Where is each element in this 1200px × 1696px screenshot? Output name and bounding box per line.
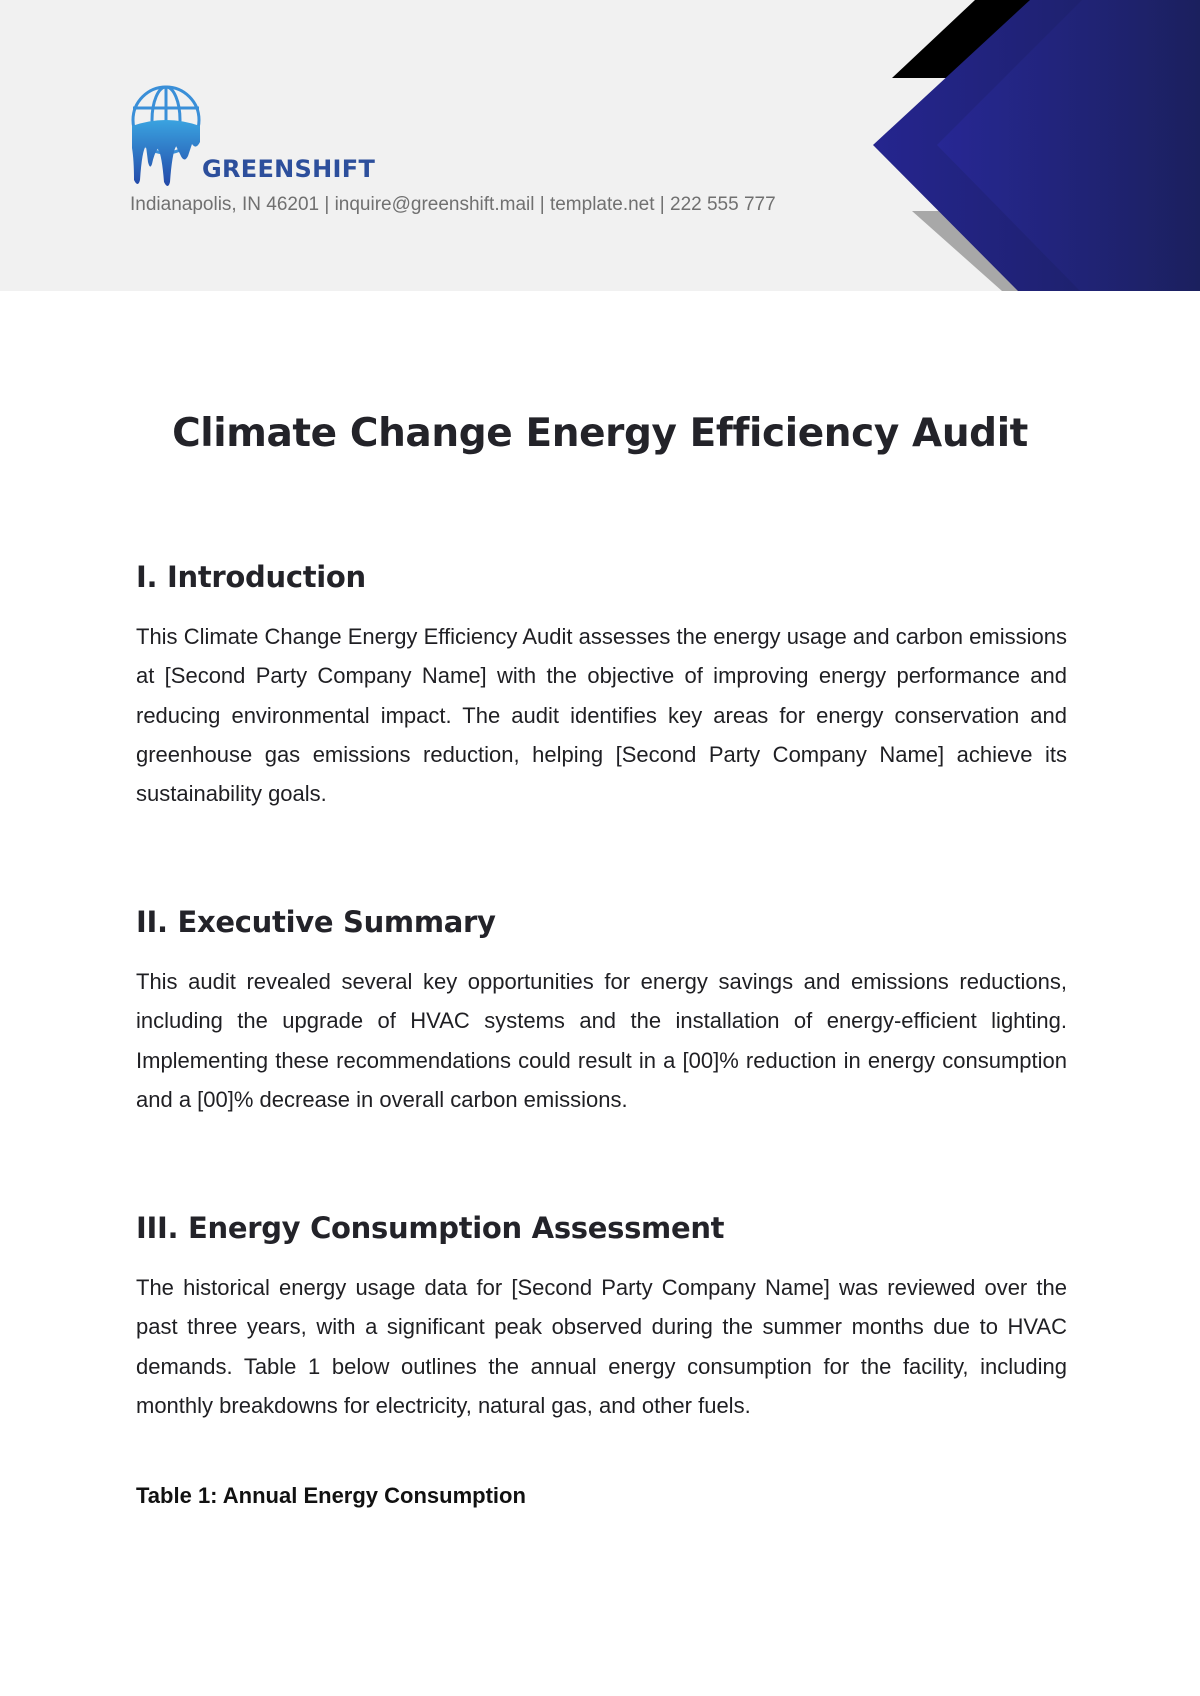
contact-line: Indianapolis, IN 46201 | inquire@greenshift.mail | template.net | 222 555 777 <box>130 194 776 215</box>
section-heading-executive-summary: II. Executive Summary <box>136 905 496 939</box>
letterhead <box>0 0 1200 291</box>
section-heading-energy-consumption: III. Energy Consumption Assessment <box>136 1211 725 1245</box>
section-body-energy-consumption: The historical energy usage data for [Second Party Company Name] was reviewed over the past three years, with a significant peak observed during the summer months due to HVAC demands. Table 1 below outlines the annual energy consumption for the facility, including monthly breakdowns for electricity, natural gas, and other fuels. <box>136 1275 1067 1418</box>
brand-name: GREENSHIFT <box>202 155 376 183</box>
section-heading-introduction: I. Introduction <box>136 560 366 594</box>
section-body-executive-summary: This audit revealed several key opportunities for energy savings and emissions reductions, including the upgrade of HVAC systems and the installation of energy-efficient lighting. Implementing these recommendations could result in a [00]% reduction in energy consumption and a [00]% decrease in overall carbon emissions. <box>136 969 1067 1112</box>
globe-drip-icon <box>126 84 210 194</box>
section-body-introduction: This Climate Change Energy Efficiency Audit assesses the energy usage and carbon emissions at [Second Party Company Name] with the objective of improving energy performance and reducing environmental impact. The audit identifies key areas for energy conservation and greenhouse gas emissions reduction, helping [Second Party Company Name] achieve its sustainability goals. <box>136 624 1067 807</box>
document-title: Climate Change Energy Efficiency Audit <box>172 411 1028 456</box>
table-caption: Table 1: Annual Energy Consumption <box>136 1483 526 1508</box>
